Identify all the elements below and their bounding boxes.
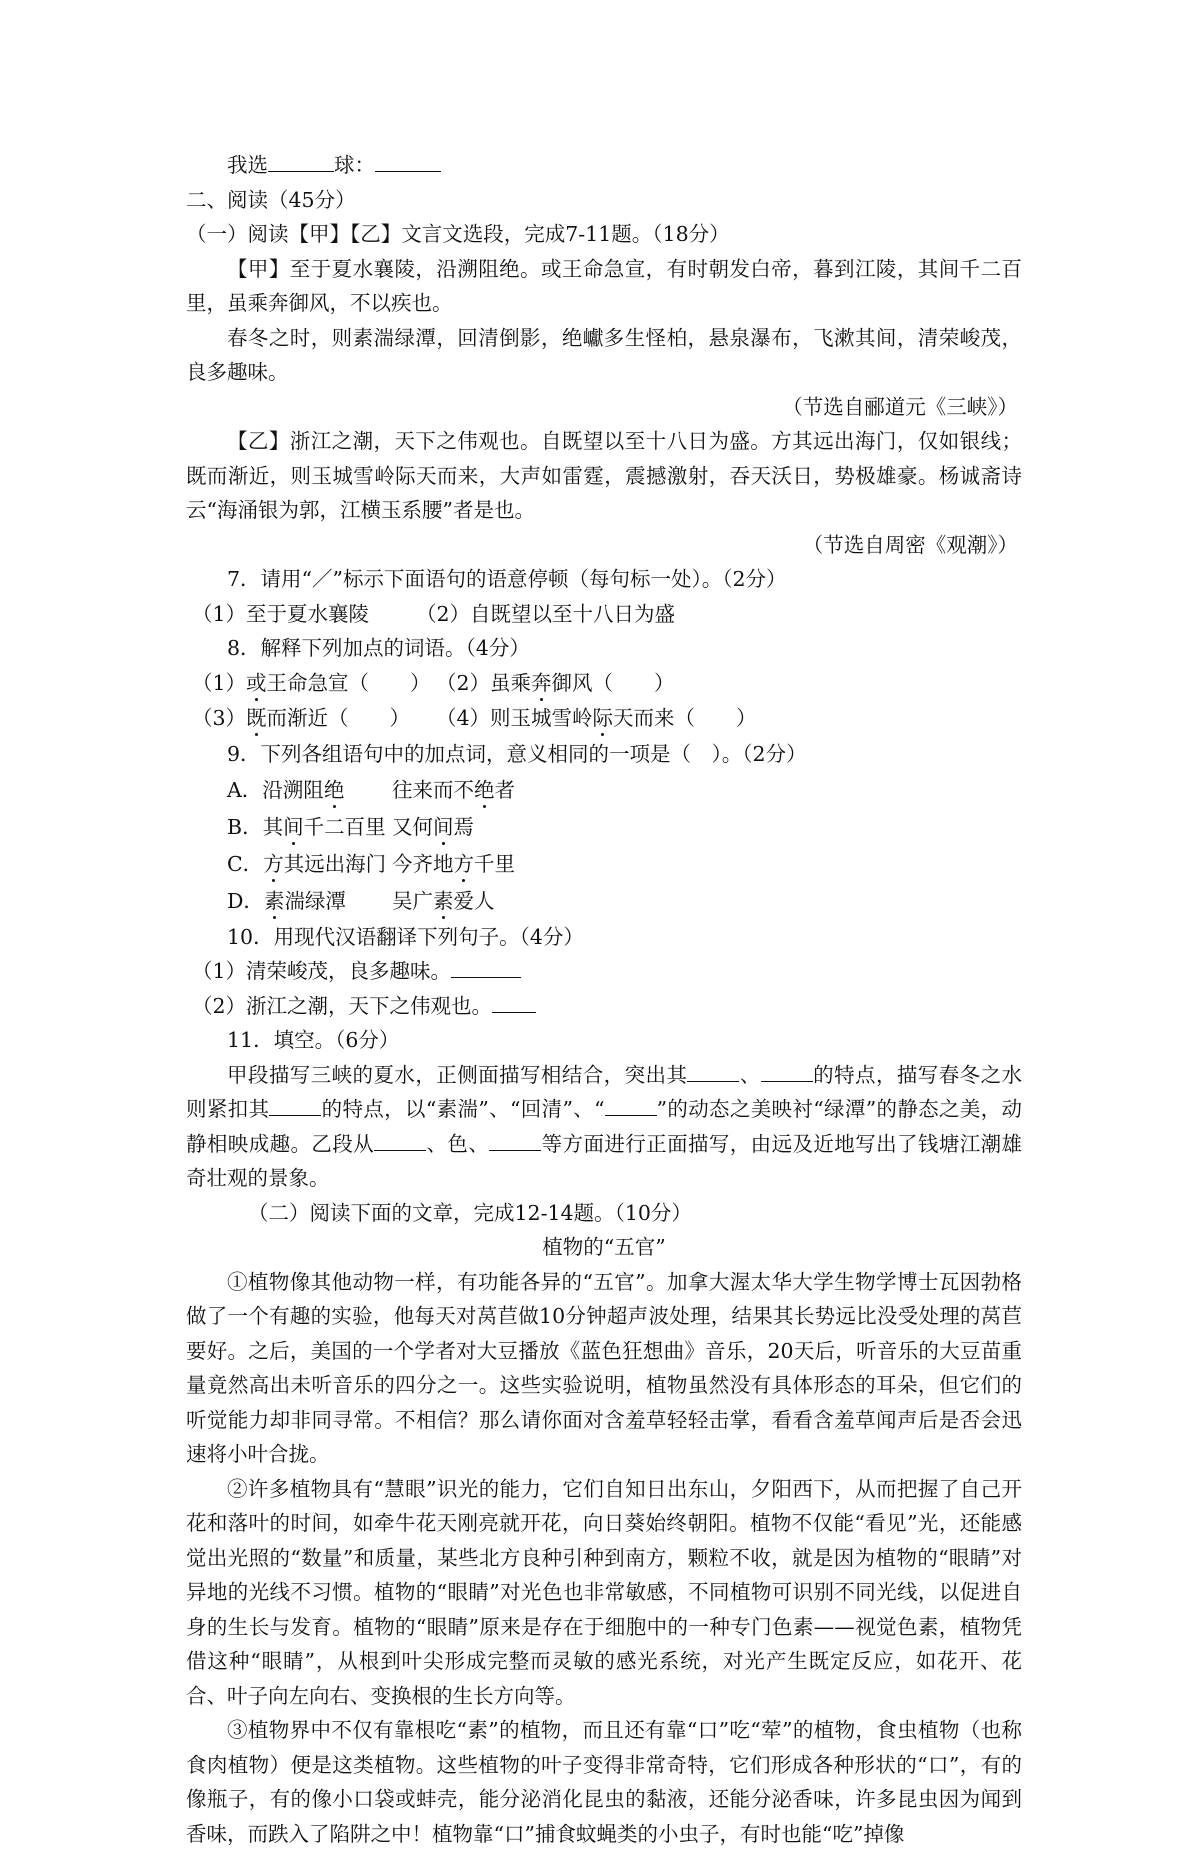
q11-blank-1[interactable]: [687, 1063, 739, 1082]
question-9-stem: 9．下列各组语句中的加点词，意义相同的一项是（ ）。（2分）: [227, 742, 807, 766]
question-9-option-b[interactable]: [186, 809, 1022, 846]
q9-c-dotted-word: 方: [263, 851, 284, 876]
q10-1-answer-blank[interactable]: [451, 961, 521, 978]
q11-blank-5[interactable]: [374, 1132, 426, 1151]
q10-1-text: （1）清荣峻茂，良多趣味。: [192, 959, 452, 983]
q9-d-left: [227, 883, 392, 920]
article-paragraph-2: ②许多植物具有“慧眼”识光的能力，它们自知日出东山，夕阳西下，从而把握了自己开花和落叶的时间，如牵牛花天刚亮就开花，向日葵始终朝阳。植物不仅能“看见”光，还能感觉出光照的“数量”和质量，某些北方良种引种到南方，颗粒不收，就是因为植物的“眼睛”对异地的光线不习惯。植物的“眼睛”对光色也非常敏感，不同植物可识别不同光线，以促进自身的生长与发育。植物的“眼睛”原来是存在于细胞中的一种专门色素——视觉色素，植物凭借这种“眼睛”，从根到叶尖形成完整而灵敏的感光系统，对光产生既定反应，如花开、花合、叶子向左向右、变换根的生长方向等。: [186, 1476, 1022, 1708]
q10-2-answer-blank[interactable]: [492, 996, 536, 1013]
q11-text-1: 甲段描写三峡的夏水，正侧面描写相结合，突出其: [227, 1062, 688, 1087]
q11-blank-2[interactable]: [761, 1063, 813, 1082]
question-11-stem: 11．填空。（6分）: [227, 1028, 400, 1052]
q9-d-other-dotted-word: 素: [433, 888, 454, 913]
ball-choice-blank-2[interactable]: [375, 153, 441, 172]
question-8-item-3: [192, 700, 436, 737]
q10-2-text: （2）浙江之潮，天下之伟观也。: [192, 993, 493, 1018]
q11-text-2: 、: [739, 1062, 761, 1087]
q9-c-other-dotted-word: 方: [453, 851, 474, 876]
jia-paragraph-1: 【甲】至于夏水襄陵，沿溯阻绝。或王命急宣，有时朝发白帝，暮到江陵，其间千二百里，虽乘奔御风，不以疾也。: [186, 256, 1022, 315]
question-10-item-2: [186, 989, 1022, 1024]
question-10-stem: 10．用现代汉语翻译下列句子。（4分）: [227, 924, 584, 949]
q9-b-dotted-word: 间: [283, 814, 304, 839]
article-title: 植物的“五官”: [542, 1235, 666, 1259]
jia-paragraph-2: 春冬之时，则素湍绿潭，回清倒影，绝巘多生怪柏，悬泉瀑布，飞漱其间，清荣峻茂，良多趣味。: [186, 325, 1022, 384]
q9-a-other-dotted-word: 绝: [474, 777, 495, 802]
question-8-stem: 8．解释下列加点的词语。（4分）: [227, 636, 530, 660]
q11-text-6: 、色、: [426, 1131, 490, 1156]
q9-a-dotted-word: 绝: [323, 777, 345, 802]
q8-4-post: 天而来（ ）: [613, 706, 757, 730]
question-11-body: [186, 1058, 1022, 1196]
article-paragraph-3: ③植物界中不仅有靠根吃“素”的植物，而且还有靠“口”吃“荤”的植物，食虫植物（也称食肉植物）便是这类植物。这些植物的叶子变得非常奇特，它们形成各种形状的“口”，有的像瓶子，有的像小口袋或蚌壳，能分泌消化昆虫的黏液，还能分泌香味，许多昆虫因为闻到香味，而跌入了陷阱之中！植物靠“口”捕食蚊蝇类的小虫子，有时也能“吃”掉像: [186, 1718, 1022, 1846]
question-8-item-2: [436, 666, 675, 701]
question-7-stem: 7．请用“／”标示下面语句的语意停顿（每句标一处）。（2分）: [227, 567, 787, 591]
q11-blank-6[interactable]: [489, 1132, 541, 1151]
q9-b-left: [227, 809, 392, 846]
question-8-item-1: [192, 666, 436, 701]
ball-choice-prefix: 我选: [227, 153, 268, 177]
q9-c-label: C．: [227, 851, 264, 876]
q9-c-rest: 其远出海门: [283, 851, 387, 876]
q8-2-pre: （2）虽乘: [436, 670, 532, 695]
part-2-heading: （二）阅读下面的文章，完成12-14题。（10分）: [248, 1200, 692, 1225]
q8-1-pre: （1）: [192, 670, 247, 695]
q8-1-post: 王命急宣（ ）: [266, 670, 431, 695]
question-8-item-4: [436, 700, 757, 737]
q8-2-dotted-word: 奔: [531, 670, 552, 695]
question-8-row-1: [186, 666, 1022, 701]
ball-choice-blank-1[interactable]: [268, 153, 334, 172]
q9-c-other-post: 千里: [474, 851, 515, 876]
question-10-item-1: [186, 954, 1022, 989]
q8-4-pre: （4）则玉城雪岭: [436, 706, 593, 730]
section-2-heading: 二、阅读（45分）: [186, 187, 356, 212]
q11-text-7: 等方面进行正面描写，由远及近地写出了钱塘江潮雄奇壮观的景象。: [186, 1131, 1023, 1190]
q8-3-post: 而渐近（ ）: [266, 706, 411, 730]
q11-text-5: ”的动态之美映衬“绿潭”的静态之美，动静相映成趣。乙段从: [186, 1097, 1023, 1156]
q9-d-other-post: 爱人: [453, 888, 495, 913]
question-8-row-2: [186, 700, 1022, 737]
q9-d-dotted-word: 素: [263, 888, 285, 913]
q9-b-other-pre: 又何: [392, 814, 433, 839]
q9-d-rest: 湍绿潭: [284, 888, 346, 913]
q9-b-label: B．其: [227, 814, 284, 839]
q9-d-label: D．: [227, 888, 264, 913]
yi-paragraph: 【乙】浙江之潮，天下之伟观也。自既望以至十八日为盛。方其远出海门，仅如银线；既而渐近，则玉城雪岭际天而来，大声如雷霆，震撼激射，吞天沃日，势极雄豪。杨诚斋诗云“海涌银为郭，江横玉系腰”者是也。: [186, 429, 1022, 522]
q9-a-label: A．沿溯阻: [227, 777, 324, 802]
q8-3-pre: （3）: [192, 706, 247, 730]
part-1-heading: （一）阅读【甲】【乙】文言文选段，完成7-11题。（18分）: [186, 222, 730, 246]
q11-text-3: 的特点，描写春冬之水则紧扣其: [186, 1062, 1023, 1121]
q8-3-dotted-word: 既: [246, 706, 267, 730]
q11-text-4: 的特点，以“素湍”、“回清”、“: [321, 1097, 605, 1121]
ball-choice-line: [186, 148, 1022, 183]
question-7-item-1: （1）至于夏水襄陵: [192, 601, 370, 626]
exam-page: [186, 148, 1022, 1851]
jia-source: （节选自郦道元《三峡》）: [782, 394, 1018, 419]
q9-c-other-pre: 今齐地: [392, 851, 454, 876]
question-9-option-d[interactable]: [186, 883, 1022, 920]
q9-b-other-dotted-word: 间: [433, 814, 454, 839]
q8-1-dotted-word: 或: [246, 670, 267, 695]
question-7-items: [186, 597, 1022, 632]
q9-c-left: [227, 846, 392, 883]
q9-a-other-post: 者: [494, 777, 515, 802]
q9-a-other-pre: 往来而不: [392, 777, 474, 802]
q9-b-other-post: 焉: [453, 814, 474, 839]
ball-choice-mid: 球：: [334, 153, 375, 177]
q11-blank-4[interactable]: [605, 1097, 657, 1116]
article-paragraph-1: ①植物像其他动物一样，有功能各异的“五官”。加拿大渥太华大学生物学博士瓦因勃格做了一个有趣的实验，他每天对莴苣做10分钟超声波处理，结果其长势远比没受处理的莴苣要好。之后，美国的一个学者对大豆播放《蓝色狂想曲》音乐，20天后，听音乐的大豆苗重量竟然高出未听音乐的四分之一。这些实验说明，植物虽然没有具体形态的耳朵，但它们的听觉能力却非同寻常。不相信？那么请你面对含羞草轻轻击掌，看看含羞草闻声后是否会迅速将小叶合拢。: [186, 1269, 1022, 1466]
question-9-option-c[interactable]: [186, 846, 1022, 883]
question-9-option-a[interactable]: [186, 772, 1022, 809]
q11-blank-3[interactable]: [269, 1097, 321, 1116]
question-7-item-2: （2）自既望以至十八日为盛: [416, 601, 676, 626]
q9-a-left: [227, 772, 392, 809]
q9-b-rest: 千二百里: [303, 814, 386, 839]
yi-source: （节选自周密《观潮》）: [802, 532, 1018, 557]
q9-d-other-pre: 吴广: [392, 888, 433, 913]
q8-4-dotted-word: 际: [592, 706, 614, 730]
q8-2-post: 御风（ ）: [551, 670, 675, 695]
